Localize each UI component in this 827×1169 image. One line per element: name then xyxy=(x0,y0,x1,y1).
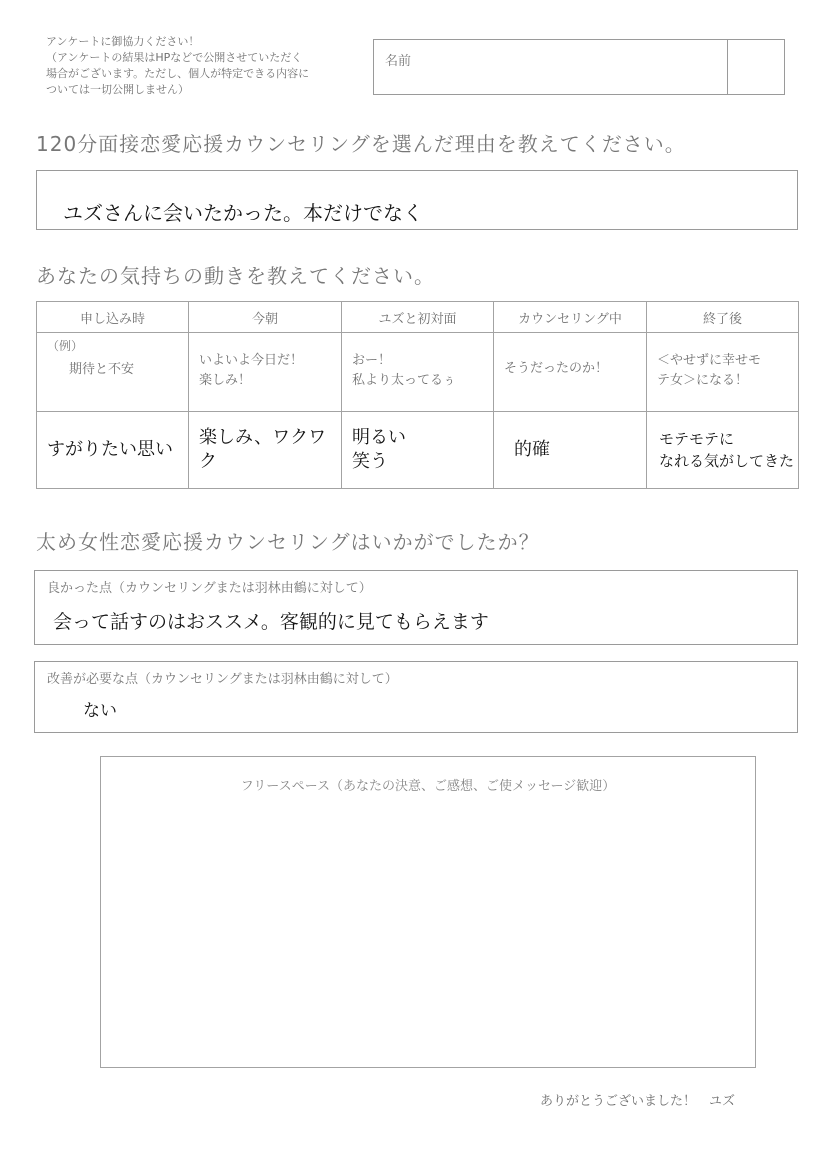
question-1-answer: ユズさんに会いたかった。本だけでなく xyxy=(63,201,423,225)
answer-text: 明るい 笑う xyxy=(352,427,406,472)
answer-text: モテモテに なれる気がしてきた xyxy=(659,430,795,470)
example-text: そうだったのか！ xyxy=(504,361,609,376)
example-cell xyxy=(342,333,494,412)
good-points-box[interactable] xyxy=(34,570,798,645)
example-label: （例） xyxy=(47,339,84,353)
name-field[interactable] xyxy=(373,39,785,95)
feelings-table xyxy=(36,301,799,489)
question-2-title: あなたの気持ちの動きを教えてください。 xyxy=(36,264,435,288)
example-text: いよいよ今日だ！ 楽しみ！ xyxy=(199,353,304,388)
answer-cell[interactable] xyxy=(647,412,799,489)
question-1-answer-box[interactable] xyxy=(36,170,798,230)
answer-cell[interactable] xyxy=(342,412,494,489)
table-header-row xyxy=(37,302,799,333)
column-header: ユズと初対面 xyxy=(342,302,494,333)
name-field-divider xyxy=(727,40,728,94)
good-points-answer: 会って話すのはおススメ。客観的に見てもらえます xyxy=(53,611,489,633)
example-cell xyxy=(37,333,189,412)
example-cell xyxy=(494,333,647,412)
intro-line: 場合がございます。ただし、個人が特定できる内容に xyxy=(46,67,310,80)
intro-line: （アンケートの結果はHPなどで公開させていただく xyxy=(46,51,303,64)
answer-cell[interactable] xyxy=(494,412,647,489)
improvement-answer: ない xyxy=(83,701,117,721)
answer-text: すがりたい思い xyxy=(47,439,173,460)
improvement-box[interactable] xyxy=(34,661,798,733)
thanks-message: ありがとうございました！ ユズ xyxy=(540,1094,736,1109)
answer-cell[interactable] xyxy=(37,412,189,489)
column-header: 申し込み時 xyxy=(37,302,189,333)
example-cell xyxy=(189,333,342,412)
intro-line: ついては一切公開しません） xyxy=(46,83,189,96)
answer-cell[interactable] xyxy=(189,412,342,489)
free-space-box[interactable] xyxy=(100,756,756,1068)
improvement-label: 改善が必要な点（カウンセリングまたは羽林由鶴に対して） xyxy=(47,672,398,687)
example-text: おー！ 私より太ってるぅ xyxy=(352,353,457,388)
column-header: 今朝 xyxy=(189,302,342,333)
column-header: カウンセリング中 xyxy=(494,302,647,333)
intro-note xyxy=(46,34,366,98)
name-label: 名前 xyxy=(385,54,412,69)
example-row xyxy=(37,333,799,412)
question-3-title: 太め女性恋愛応援カウンセリングはいかがでしたか？ xyxy=(36,530,540,554)
answer-row xyxy=(37,412,799,489)
answer-text: 的確 xyxy=(514,439,550,460)
good-points-label: 良かった点（カウンセリングまたは羽林由鶴に対して） xyxy=(47,581,372,596)
question-1-title: 120分面接恋愛応援カウンセリングを選んだ理由を教えてください。 xyxy=(36,132,686,156)
intro-line: アンケートに御協力ください！ xyxy=(46,35,200,48)
answer-text: 楽しみ、ワクワク xyxy=(199,427,327,472)
example-text: 期待と不安 xyxy=(69,362,135,377)
free-space-label: フリースペース（あなたの決意、ご感想、ご使メッセージ歓迎） xyxy=(240,779,616,794)
example-cell xyxy=(647,333,799,412)
example-text: ＜やせずに幸せモ テ女＞になる！ xyxy=(657,353,762,388)
column-header: 終了後 xyxy=(647,302,799,333)
